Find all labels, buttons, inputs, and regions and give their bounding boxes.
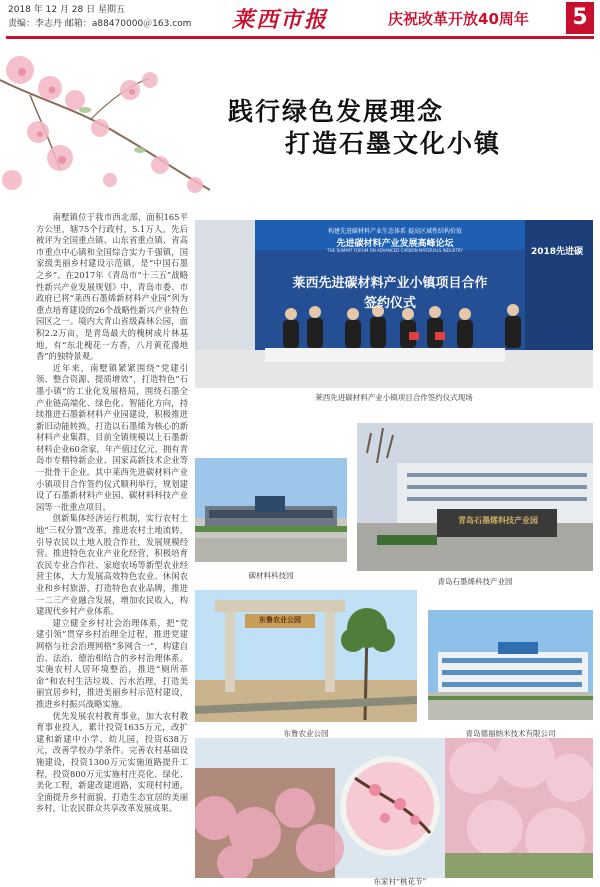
peach-blossom-image (195, 738, 593, 878)
caption-nanotech-company: 青岛德福纳米技术有限公司 (465, 729, 556, 738)
headline-line-1: 践行绿色发展理念 (228, 97, 445, 126)
graphene-park-image (357, 423, 593, 571)
park-gate-text: 东鲁农业公园 (259, 615, 301, 624)
issue-date: 2018 年 12 月 28 日 星期五 (8, 5, 125, 15)
park-sign-text: 青岛石墨烯科技产业园 (458, 515, 538, 525)
photo-peach-blossom-festival (195, 738, 593, 878)
photo-carbon-materials-park (195, 458, 347, 562)
paragraph: 南墅镇位于我市西北部，面积165平方公里，辖75个行政村，5.1万人。先后被评为全国重点镇、山东省重点镇、省高市重点中心镇和全国综合实力千强镇，国家级美丽乡村建设示范镇，是“中国石墨之乡”。在2017年《青岛市“十三五”战略性新兴产业发展规划》中，青岛市委、市政府已将“莱西石墨烯新材料产业园”列为重点培育建设的26个战略性新兴产业特色园区之一。境内大青山省级森林公园，面积2.2万亩，是青岛最大的槐树成片林基地，有“东北槐花一方香，八月黄花漫地香”的独特景观。 (36, 212, 188, 362)
forum-english-title: THE SUMMIT FORUM ON ADVANCED CARBON MATERIALS INDUSTRY (327, 248, 463, 253)
article-body (36, 212, 188, 815)
photo-agricultural-park (195, 590, 417, 722)
newspaper-name: 莱西市报 (232, 7, 329, 33)
caption-carbon-park: 碳材料科技园 (248, 571, 294, 580)
photo-nanotech-company (428, 610, 593, 720)
forum-tagline: 构建先进碳材料产业生态体系 提高区域性结构价值 (328, 228, 462, 235)
carbon-park-image (195, 458, 347, 562)
paragraph: 建立健全乡村社会治理体系，把“党建引领”贯穿乡村治理全过程，推进党建网格与社会治理网格“多网合一”，构建自治、法治、德治相结合的乡村治理体系。实施农村人居环境整治，推进“厕所革命”和农村生活垃圾、污水治理，打造美丽宜居乡村，推进美丽乡村示范村建设，推进乡村振兴战略实施。 (36, 617, 188, 709)
photo-signing-ceremony (195, 220, 593, 388)
caption-peach-festival: 东家村“桃花节” (373, 877, 427, 886)
headline-line-2: 打造石墨文化小镇 (285, 129, 502, 158)
photo-graphene-park (357, 423, 593, 571)
caption-agricultural-park: 东鲁农业公园 (283, 729, 329, 738)
agricultural-park-image (195, 590, 417, 722)
backdrop-title: 莱西先进碳材料产业小镇项目合作 (292, 276, 488, 291)
backdrop-subtitle: 签约仪式 (363, 296, 416, 311)
nanotech-company-image (428, 610, 593, 720)
caption-signing-ceremony: 莱西先进碳材料产业小镇项目合作签约仪式现场 (315, 393, 473, 402)
anniversary-banner: 庆祝改革开放40周年 (388, 10, 529, 28)
editor-line: 责编：李志丹 邮箱：a88470000＠163.com (8, 19, 192, 29)
header-rule (6, 36, 594, 39)
paragraph: 近年来，南墅镇紧紧围绕“党建引领、整合资源、提质增效”，打造特色“石墨小镇”的工业化发展格局，围绕石墨全产业链高端化、绿色化、智能化方向，持续推进石墨新材料产业园建设，积极推进新旧动能转换，打造以石墨烯为核心的新材料产业集群，目前全镇规模以上石墨新材料企业60余家，年产值过亿元，拥有青岛市专精特新企业、国家高新技术企业等一批骨干企业。其中莱西先进碳材料产业小镇项目合作签约仪式顺利举行，规划建设了石墨新材料产业园、碳材料科技产业园等一批重点项目。 (36, 362, 188, 512)
blossom-branch-illustration (0, 40, 230, 215)
forum-title: 先进碳材料产业发展高峰论坛 (336, 239, 454, 249)
page-number: 5 (566, 2, 594, 34)
paragraph: 创新集体经济运行机制，实行农村土地“三权分置”改革，推进农村土地流转，引导农民以土地入股合作社，发展规模经营。推进特色农业产业化经营，积极培育农民专业合作社、家庭农场等新型农业经营主体，大力发展高效特色农业、休闲农业和乡村旅游，打造特色农业品牌，推进一二三产业融合发展，增加农民收入，构建现代乡村产业体系。 (36, 513, 188, 617)
side-banner-text: 2018先进碳 (531, 247, 584, 257)
blossom-decoration (0, 40, 230, 215)
caption-graphene-park: 青岛石墨烯科技产业园 (437, 577, 513, 586)
paragraph: 优先发展农村教育事业，加大农村教育事业投入，累计投资1635万元，改扩建和新建中小学、幼儿园，投资638万元，改善学校办学条件。完善农村基础设施建设，投资1300万元实施道路提升工程，投资800万元实施村庄亮化、绿化、美化工程，新建改建道路，实现村村通，全面提升乡村面貌，打造生态宜居的美丽乡村，让农民群众共享改革发展成果。 (36, 710, 188, 814)
